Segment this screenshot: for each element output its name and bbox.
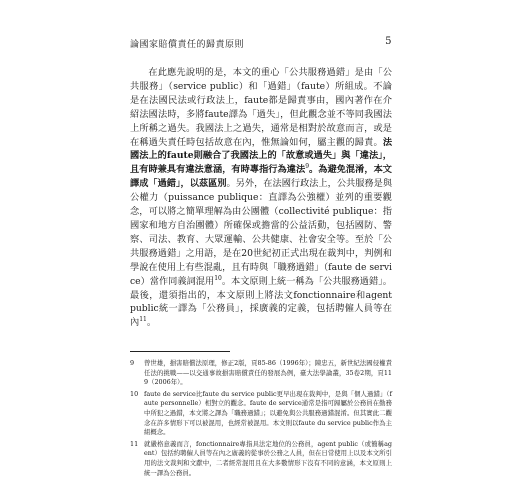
footnote-divider bbox=[130, 351, 230, 352]
body-paragraph bbox=[130, 66, 392, 330]
sentence-service-public: 。另外，在法國行政法上，公共服務是與公權力（puissance publique：直譯為公強權）並列的重要觀念，可以將之簡單理解為由公團體（collectivité publique：指國家和地方自治團體）所確保或擔當的公益活動，包括國防、警察、司法、教育、大眾運輸、公共健康、社會安全等。至於「公共服務過錯」之用語，是在20世紀初正式出現在裁判中，判例和學說在使用上有些混亂，且有時與「職務過錯」（faute de service）當作同義詞混用 bbox=[130, 178, 393, 287]
running-header bbox=[130, 37, 392, 51]
sentence-fonctionnaire: 。本文原則上統一稱為「公共服務過錯」。最後，還須指出的，本文原則上將法文fonctionnaire和agent public統一譯為「公務員」，採廣義的定義，包括聘僱人員等在內 bbox=[130, 275, 392, 329]
footnote-text: 就嚴格意義而言，fonctionnaire專指具法定地位的公務員，agent public（或簡稱agent）包括約聘僱人員等在內之廣義的從事於公務之人員，但在日常使用上以及本文所引用的法文裁判和文獻中，二者經常混用且在大多數情形下沒有不同的意涵，本文原則上統一譯為公務員。 bbox=[144, 439, 392, 477]
footnotes bbox=[130, 359, 392, 480]
footnote-11 bbox=[130, 440, 392, 478]
footnote-number: 11 bbox=[130, 439, 139, 448]
footnote-10 bbox=[130, 390, 392, 438]
footnote-text: 曾世雄，損害賠償法原理，修正2版，頁85-86（1996年）；陳忠五，新世紀法國侵權責任法的挑戰——以交通事故損害賠償責任的發展為例，臺大法學論叢，35卷2期，頁119（2006年）。 bbox=[144, 359, 392, 387]
footnote-ref-10[interactable]: 10 bbox=[214, 274, 222, 282]
emphasis-translation-note: 。為避免混淆，本文譯成「過錯」，以茲區別 bbox=[130, 164, 392, 190]
sentence-intro: 在此應先說明的是，本文的重心「公共服務過錯」是由「公共服務」（service public）和「過錯」（faute）所組成。不論是在法國民法或行政法上，faute都是歸責事由，國內著作在介紹法國法時，多將faute譯為「過失」，但此觀念並不等同我國法上所稱之過失。我國法上之過失，通常是相對於故意而言，或是在稱過失責任時包括故意在內，惟無論如何，屬主觀的歸責。 bbox=[130, 67, 392, 148]
body-text bbox=[130, 66, 392, 330]
footnote-ref-11[interactable]: 11 bbox=[139, 316, 147, 324]
sentence-end: 。 bbox=[146, 317, 157, 329]
footnote-text: faute de service比faute du service public更早出現在裁判中，是與「個人過錯」（faute personnelle）相對立的觀念。faute de service通常是指可歸屬於公務員在勤務中所犯之過錯，本文將之譯為「職務過錯」；以避免與公共服務過錯混淆。但其實此二觀念在許多情形下可以被混用，也經常被混用。本文則以faute du service public作為主組概念。 bbox=[144, 389, 392, 437]
footnote-9 bbox=[130, 359, 392, 388]
running-title: 論國家賠償責任的歸責原則 bbox=[130, 40, 245, 50]
footnote-ref-9[interactable]: 9 bbox=[305, 163, 310, 171]
footnote-number: 10 bbox=[130, 389, 139, 398]
page-number: 5 bbox=[385, 36, 392, 47]
emphasis-faute-definition: 法國法上的faute則融合了我國法上的「故意或過失」與「違法」，且有時兼具有違法意涵，有時專指行為違法 bbox=[130, 136, 392, 176]
footnote-number: 9 bbox=[130, 359, 135, 367]
